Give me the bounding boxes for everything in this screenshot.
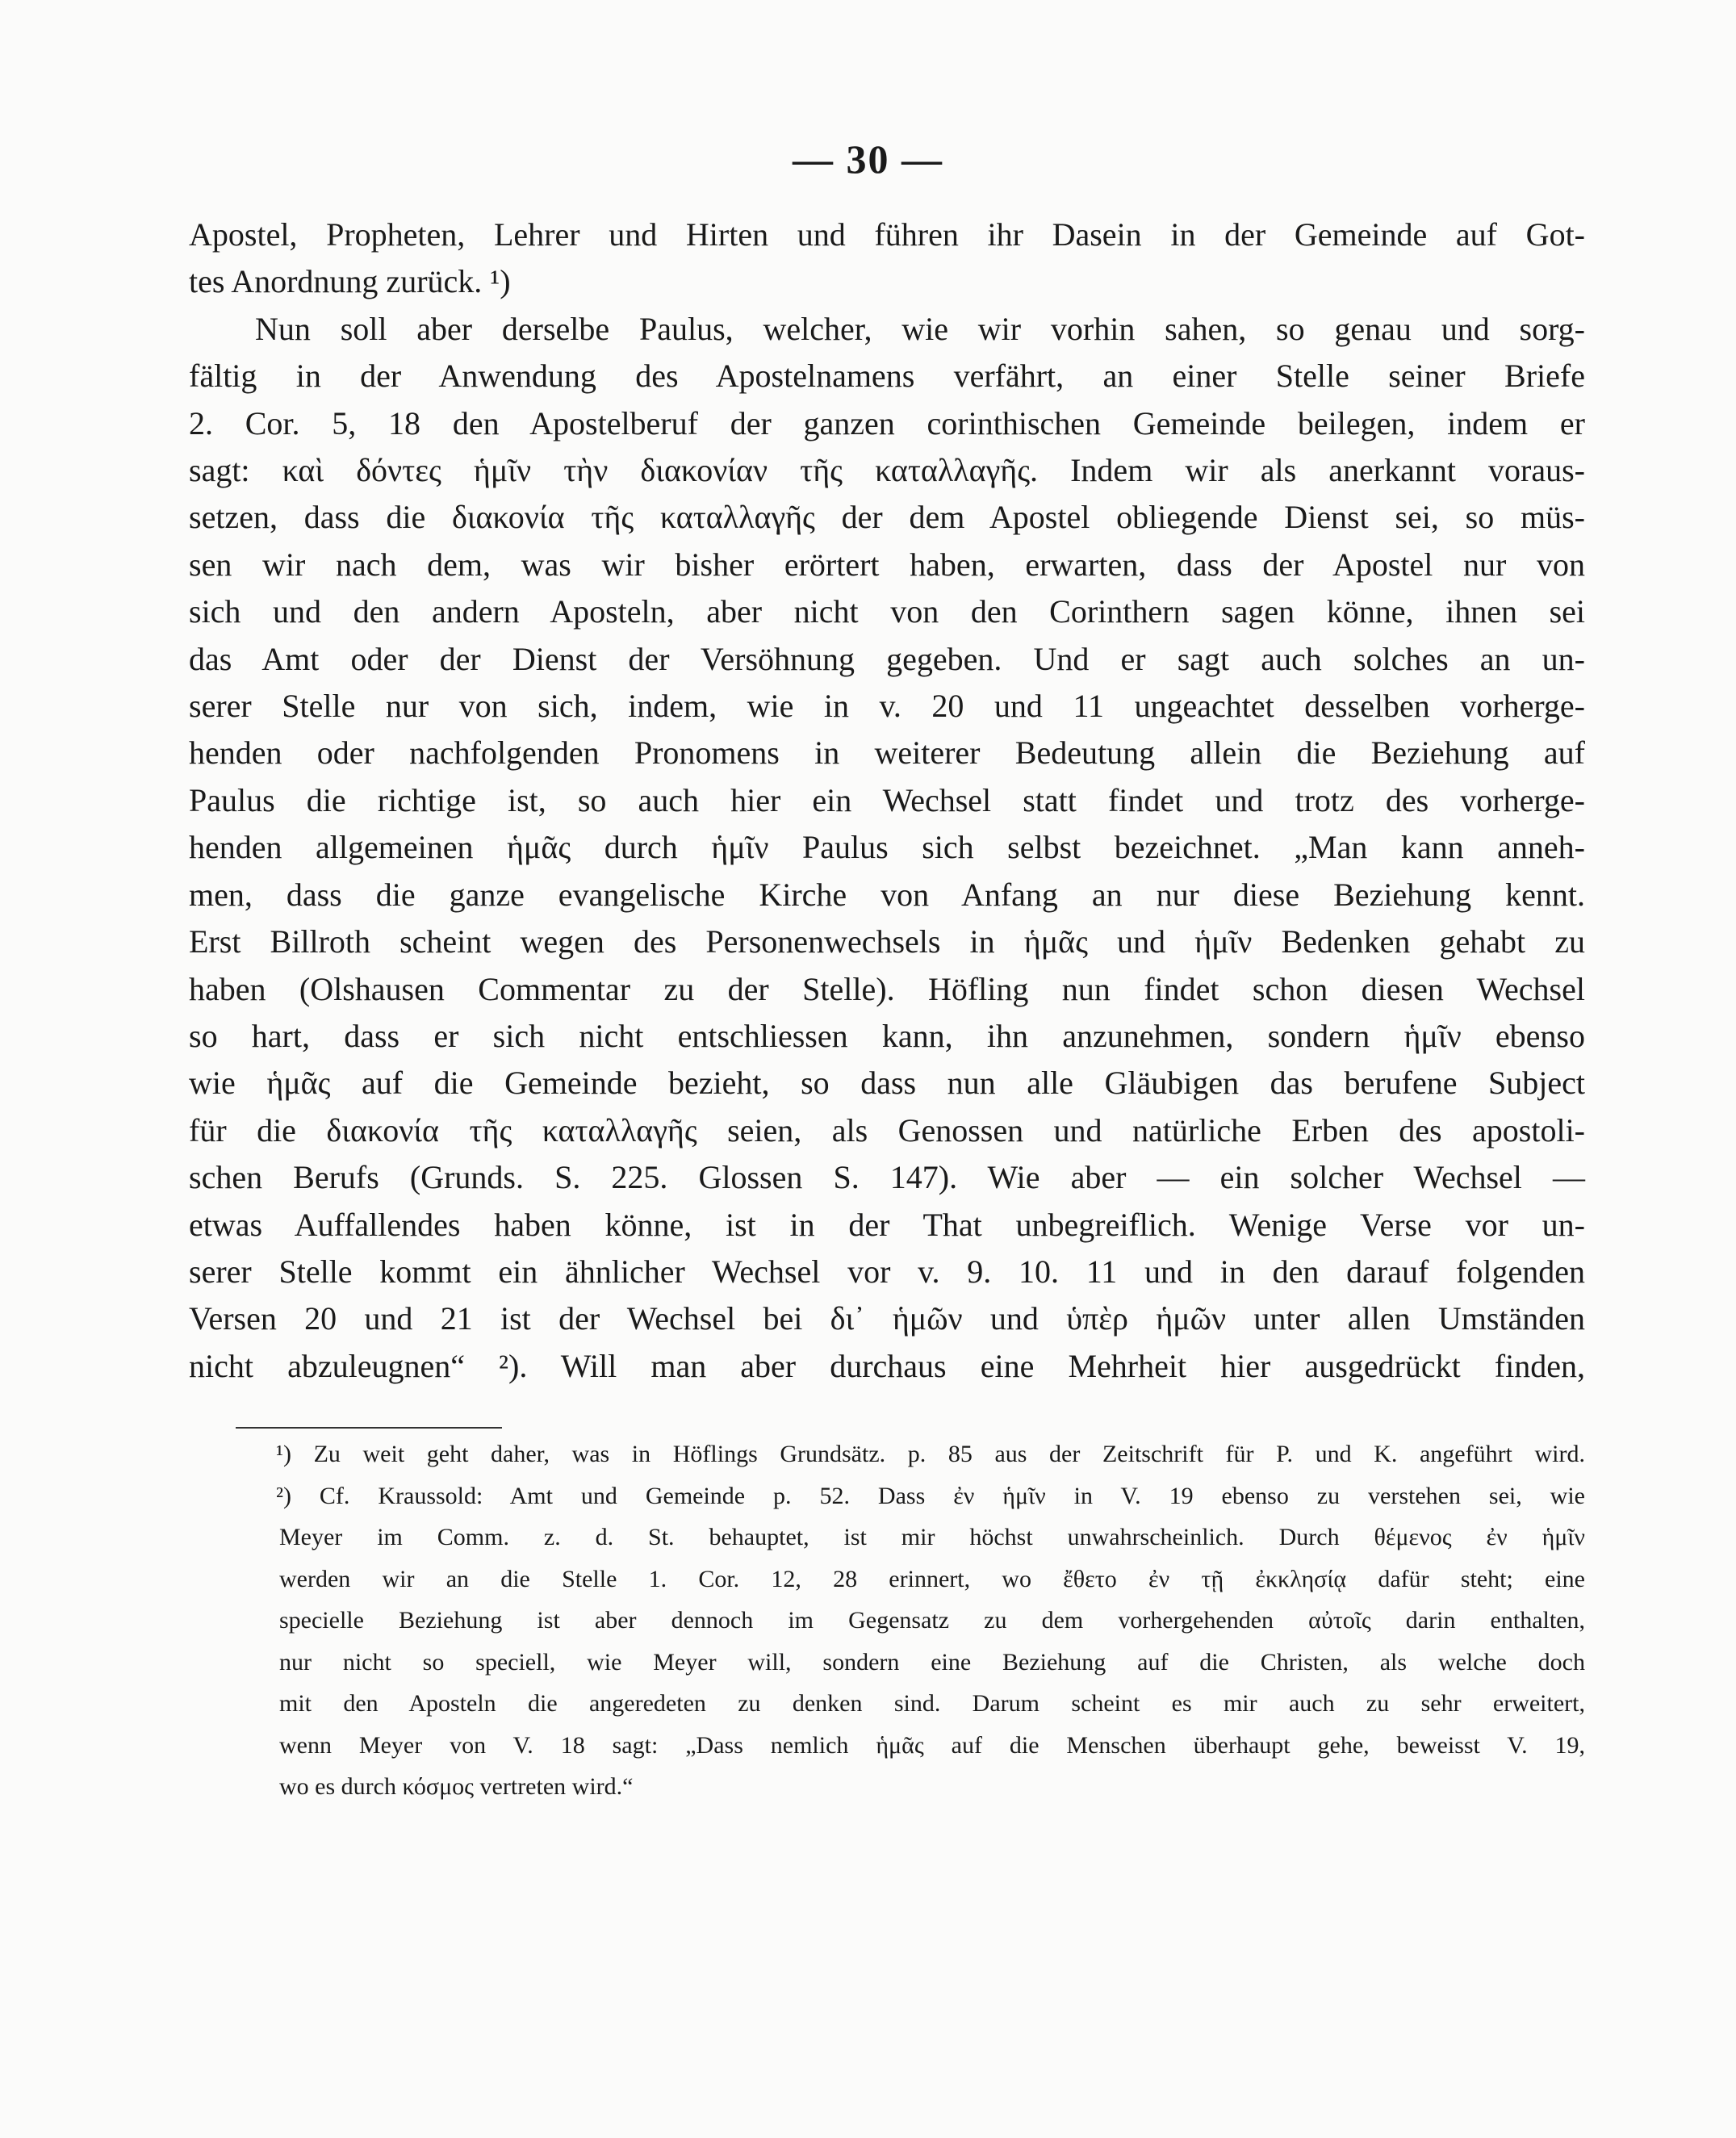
text-line: henden oder nachfolgenden Pronomens in weiterer Bedeutung allein die Beziehung auf xyxy=(189,734,1585,772)
text-line: henden allgemeinen ἡμᾶς durch ἡμῖν Paulus sich selbst bezeichnet. „Man kann anneh- xyxy=(189,829,1585,866)
footnote-line: mit den Aposteln die angeredeten zu denken sind. Darum scheint es mir auch zu sehr erweitert, xyxy=(279,1690,1585,1717)
text-line: für die διακονία τῆς καταλλαγῆς seien, als Genossen und natürliche Erben des apostoli- xyxy=(189,1111,1585,1148)
footnote-line: wo es durch κόσμος vertreten wird.“ xyxy=(279,1773,634,1800)
main-text xyxy=(189,211,1585,1390)
footnote-line: specielle Beziehung ist aber dennoch im Gegensatz zu dem vorhergehenden αὐτοῖς darin enthalten, xyxy=(279,1607,1585,1634)
text-line: etwas Auffallendes haben könne, ist in der That unbegreiflich. Wenige Verse vor un- xyxy=(189,1206,1585,1243)
text-line: sagt: καὶ δόντες ἡμῖν τὴν διακονίαν τῆς καταλλαγῆς. Indem wir als anerkannt voraus- xyxy=(189,452,1585,489)
text-line: men, dass die ganze evangelische Kirche von Anfang an nur diese Beziehung kennt. xyxy=(189,876,1585,913)
footnote-line: Meyer im Comm. z. d. St. behauptet, ist mir höchst unwahrscheinlich. Durch θέμενος ἐν ἡμῖν xyxy=(279,1524,1585,1550)
text-line: 2. Cor. 5, 18 den Apostelberuf der ganzen corinthischen Gemeinde beilegen, indem er xyxy=(189,404,1585,441)
text-line: so hart, dass er sich nicht entschliessen kann, ihn anzunehmen, sondern ἡμῖν ebenso xyxy=(189,1017,1585,1054)
text-line: das Amt oder der Dienst der Versöhnung gegeben. Und er sagt auch solches an un- xyxy=(189,640,1585,677)
text-line: Nun soll aber derselbe Paulus, welcher, wie wir vorhin sahen, so genau und sorg- xyxy=(255,310,1585,347)
text-line: nicht abzuleugnen“ ²). Will man aber durchaus eine Mehrheit hier ausgedrückt finden, xyxy=(189,1347,1585,1384)
footnote-separator xyxy=(236,1427,502,1429)
page-number: — 30 — xyxy=(793,136,943,182)
footnote-line: ²) Cf. Kraussold: Amt und Gemeinde p. 52. Dass ἐν ἡμῖν in V. 19 ebenso zu verstehen sei, wie xyxy=(276,1482,1585,1509)
text-line: fältig in der Anwendung des Apostelnamens verfährt, an einer Stelle seiner Briefe xyxy=(189,358,1585,395)
text-line: sich und den andern Aposteln, aber nicht von den Corinthern sagen könne, ihnen sei xyxy=(189,593,1585,630)
text-line: schen Berufs (Grunds. S. 225. Glossen S. 147). Wie aber — ein solcher Wechsel — xyxy=(189,1159,1585,1196)
footnote-line: werden wir an die Stelle 1. Cor. 12, 28 erinnert, wo ἔθετο ἐν τῇ ἐκκλησίᾳ dafür steht; eine xyxy=(279,1565,1585,1592)
text-line: Erst Billroth scheint wegen des Personenwechsels in ἡμᾶς und ἡμῖν Bedenken gehabt zu xyxy=(189,923,1585,960)
footnote-line: nur nicht so speciell, wie Meyer will, sondern eine Beziehung auf die Christen, als welche doch xyxy=(279,1648,1585,1676)
text-line: sen wir nach dem, was wir bisher erörtert haben, erwarten, dass der Apostel nur von xyxy=(189,546,1585,583)
text-line: tes Anordnung zurück. ¹) xyxy=(189,263,511,300)
footnote-line: ¹) Zu weit geht daher, was in Höflings Grundsätz. p. 85 aus der Zeitschrift für P. und K. angeführt wird. xyxy=(276,1441,1585,1467)
text-line: Versen 20 und 21 ist der Wechsel bei δι᾽ ἡμῶν und ὑπὲρ ἡμῶν unter allen Umständen xyxy=(189,1300,1585,1337)
footnotes xyxy=(242,1433,1585,1808)
text-line: Apostel, Propheten, Lehrer und Hirten und führen ihr Dasein in der Gemeinde auf Got- xyxy=(189,216,1585,253)
text-line: setzen, dass die διακονία τῆς καταλλαγῆς der dem Apostel obliegende Dienst sei, so müs- xyxy=(189,499,1585,536)
text-line: haben (Olshausen Commentar zu der Stelle). Höfling nun findet schon diesen Wechsel xyxy=(189,970,1585,1007)
text-line: Paulus die richtige ist, so auch hier ein Wechsel statt findet und trotz des vorherge- xyxy=(189,781,1585,818)
text-line: serer Stelle kommt ein ähnlicher Wechsel vor v. 9. 10. 11 und in den darauf folgenden xyxy=(189,1253,1585,1290)
footnote-line: wenn Meyer von V. 18 sagt: „Dass nemlich ἡμᾶς auf die Menschen überhaupt gehe, beweisst V. 19, xyxy=(279,1731,1585,1759)
text-line: wie ἡμᾶς auf die Gemeinde bezieht, so dass nun alle Gläubigen das berufene Subject xyxy=(189,1065,1585,1102)
text-line: serer Stelle nur von sich, indem, wie in v. 20 und 11 ungeachtet desselben vorherge- xyxy=(189,688,1585,725)
